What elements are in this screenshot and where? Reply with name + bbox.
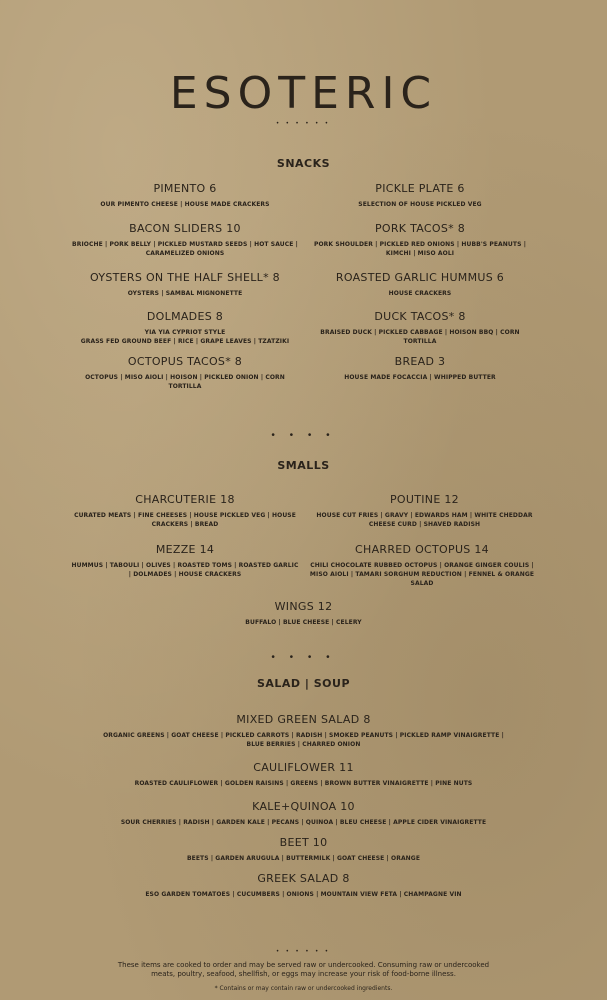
item-description: BEETS | GARDEN ARUGULA | BUTTERMILK | GOAT CHEESE | ORANGE xyxy=(186,855,421,862)
menu-item xyxy=(95,800,512,827)
item-description: HOUSE MADE FOCACCIA | WHIPPED BUTTER xyxy=(344,374,496,381)
divider-dots: • • • • • • xyxy=(276,949,331,955)
menu-item xyxy=(305,271,535,298)
menu-item xyxy=(305,310,535,346)
item-description: CHILI CHOCOLATE RUBBED OCTOPUS | ORANGE GINGER COULIS | MISO AIOLI | TAMARI SORGHUM REDUCTION | FENNEL & ORANGE SALAD xyxy=(309,562,535,587)
menu-item xyxy=(95,713,512,749)
item-name: OYSTERS ON THE HALF SHELL* 8 xyxy=(90,271,280,284)
menu-item xyxy=(70,355,300,391)
menu-item xyxy=(70,493,300,529)
item-description: OYSTERS | SAMBAL MIGNONETTE xyxy=(127,290,243,297)
item-name: DUCK TACOS* 8 xyxy=(374,310,466,323)
item-name: CAULIFLOWER 11 xyxy=(253,761,354,774)
menu-item xyxy=(70,182,300,209)
menu-item xyxy=(95,836,512,863)
item-description: PORK SHOULDER | PICKLED RED ONIONS | HUBB'S PEANUTS | KIMCHI | MISO AOLI xyxy=(313,241,526,257)
item-description: SOUR CHERRIES | RADISH | GARDEN KALE | PECANS | QUINOA | BLEU CHEESE | APPLE CIDER VINAIGRETTE xyxy=(120,819,487,826)
item-name: POUTINE 12 xyxy=(390,493,459,506)
section-title-salad-soup: SALAD | SOUP xyxy=(256,677,351,690)
menu-item xyxy=(95,761,512,788)
item-description: YIA YIA CYPRIOT STYLE GRASS FED GROUND BEEF | RICE | GRAPE LEAVES | TZATZIKI xyxy=(80,329,290,345)
item-description: HUMMUS | TABOULI | OLIVES | ROASTED TOMS | ROASTED GARLIC | DOLMADES | HOUSE CRACKERS xyxy=(71,562,299,578)
item-name: DOLMADES 8 xyxy=(146,310,224,323)
menu-item xyxy=(95,872,512,899)
item-name: CHARRED OCTOPUS 14 xyxy=(355,543,489,556)
item-description: ORGANIC GREENS | GOAT CHEESE | PICKLED CARROTS | RADISH | SMOKED PEANUTS | PICKLED RAMP VINAIGRETTE | BLUE BERRIES | CHARRED ONION xyxy=(103,732,504,748)
menu-item xyxy=(70,310,300,346)
menu-item xyxy=(180,600,427,627)
item-name: PIMENTO 6 xyxy=(153,182,217,195)
item-description: BRAISED DUCK | PICKLED CABBAGE | HOISON BBQ | CORN TORTILLA xyxy=(320,329,520,345)
item-name: PICKLE PLATE 6 xyxy=(375,182,465,195)
menu-item xyxy=(307,543,537,588)
item-description: BUFFALO | BLUE CHEESE | CELERY xyxy=(245,619,362,626)
item-name: PORK TACOS* 8 xyxy=(374,222,466,235)
item-name: WINGS 12 xyxy=(274,600,333,613)
item-description: ROASTED CAULIFLOWER | GOLDEN RAISINS | GREENS | BROWN BUTTER VINAIGRETTE | PINE NUTS xyxy=(134,780,473,787)
item-description: OCTOPUS | MISO AIOLI | HOISON | PICKLED ONION | CORN TORTILLA xyxy=(85,374,285,390)
divider-dots: • • • • xyxy=(271,430,336,441)
item-name: CHARCUTERIE 18 xyxy=(135,493,235,506)
restaurant-name: ESOTERIC xyxy=(169,68,438,119)
item-name: BREAD 3 xyxy=(394,355,446,368)
menu-item xyxy=(70,222,300,258)
asterisk-note: * Contains or may contain raw or undercooked ingredients. xyxy=(214,985,393,992)
menu-item xyxy=(305,222,535,258)
item-name: MEZZE 14 xyxy=(155,543,215,556)
item-name: OCTOPUS TACOS* 8 xyxy=(127,355,243,368)
item-name: KALE+QUINOA 10 xyxy=(252,800,355,813)
item-description: HOUSE CUT FRIES | GRAVY | EDWARDS HAM | WHITE CHEDDAR CHEESE CURD | SHAVED RADISH xyxy=(316,512,533,528)
section-title-smalls: SMALLS xyxy=(277,459,330,472)
menu-item xyxy=(312,493,537,529)
item-name: BEET 10 xyxy=(279,836,328,849)
item-name: MIXED GREEN SALAD 8 xyxy=(236,713,371,726)
item-description: HOUSE CRACKERS xyxy=(388,290,452,297)
item-name: BACON SLIDERS 10 xyxy=(129,222,241,235)
menu-item xyxy=(70,543,300,579)
menu-item xyxy=(70,271,300,298)
divider-dots: • • • • • • xyxy=(276,121,331,127)
item-name: GREEK SALAD 8 xyxy=(257,872,350,885)
item-description: BRIOCHE | PORK BELLY | PICKLED MUSTARD SEEDS | HOT SAUCE | CARAMELIZED ONIONS xyxy=(72,241,298,257)
item-description: SELECTION OF HOUSE PICKLED VEG xyxy=(358,201,482,208)
menu-item xyxy=(305,182,535,209)
raw-food-disclaimer: These items are cooked to order and may be served raw or undercooked. Consuming raw or undercooked meats, poultry, seafood, shellfish, or eggs may increase your risk of food-borne illness. xyxy=(117,961,490,978)
item-description: CURATED MEATS | FINE CHEESES | HOUSE PICKLED VEG | HOUSE CRACKERS | BREAD xyxy=(74,512,296,528)
item-description: ESO GARDEN TOMATOES | CUCUMBERS | ONIONS | MOUNTAIN VIEW FETA | CHAMPAGNE VIN xyxy=(145,891,462,898)
divider-dots: • • • • xyxy=(271,652,336,663)
item-name: ROASTED GARLIC HUMMUS 6 xyxy=(335,271,505,284)
item-description: OUR PIMENTO CHEESE | HOUSE MADE CRACKERS xyxy=(100,201,270,208)
section-title-snacks: SNACKS xyxy=(276,157,331,170)
menu-item xyxy=(305,355,535,382)
